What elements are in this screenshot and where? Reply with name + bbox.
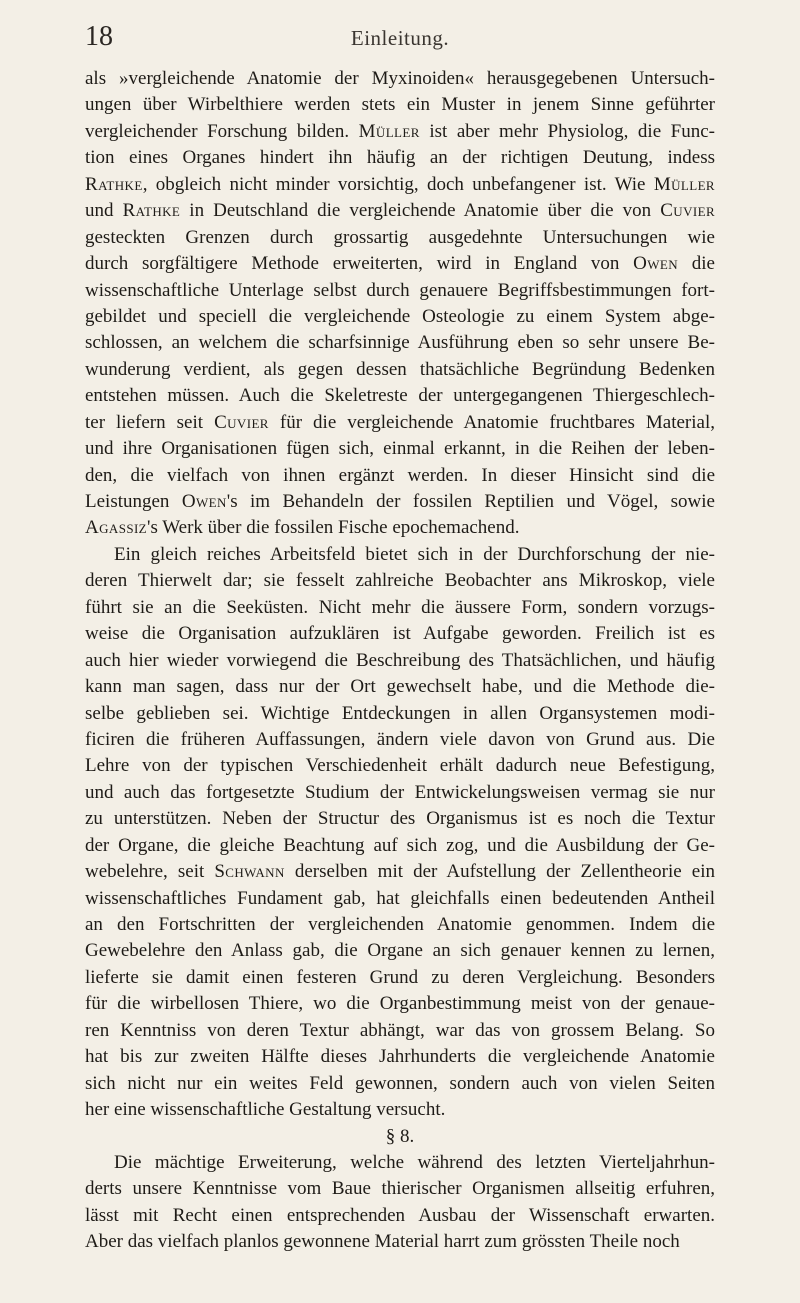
text-segment: der Organe, die gleiche Beachtung auf sich zog, und die Ausbildung der Ge- [85,834,715,856]
text-segment: derts unsere Kenntnisse vom Baue thierischer Organismen allseitig erfuhren, [85,1178,715,1200]
text-line [85,727,715,753]
text-segment: Leistungen [85,491,182,512]
text-segment: Lehre von der typischen Verschiedenheit erhält dadurch neue Befestigung, [85,755,715,777]
text-line [85,251,715,277]
text-segment: § 8. [385,1125,415,1147]
text-segment: wissenschaftliches Fundament gab, hat gleichfalls einen bedeutenden Antheil [85,887,715,909]
text-line [85,1044,715,1070]
text-line [85,304,715,330]
running-head: Einleitung. [350,26,450,50]
text-segment: führt sie an die Seeküsten. Nicht mehr die äussere Form, sondern vorzugs- [85,596,715,618]
text-segment: den, die vielfach von ihnen ergänzt werden. In dieser Hinsicht sind die [85,464,715,486]
text-segment: Aber das vielfach planlos gewonnene Material harrt zum grössten Theile noch [85,1231,680,1253]
author-name: Cuvier [214,411,269,433]
text-segment: zu unterstützen. Neben der Structur des Organismus ist es noch die Textur [85,808,715,830]
text-line [85,463,715,489]
text-segment: entstehen müssen. Auch die Skeletreste der untergegangenen Thiergeschlech- [85,385,715,407]
text-line [85,912,715,938]
text-line [85,436,715,462]
text-line [85,1018,715,1044]
text-line [85,886,715,912]
text-line [85,145,715,171]
text-line [85,701,715,727]
text-segment: selbe geblieben sei. Wichtige Entdeckungen in allen Organsystemen modi- [85,702,715,724]
text-segment: ficiren die früheren Auffassungen, ändern viele davon von Grund aus. Die [85,728,715,750]
text-segment: Die mächtige Erweiterung, welche während des letzten Vierteljahrhun- [114,1151,715,1173]
text-line [85,991,715,1017]
text-line [85,542,715,568]
text-line [85,515,715,541]
text-line [85,119,715,145]
text-line [85,859,715,885]
text-segment: als »vergleichende Anatomie der Myxinoiden« herausgegebenen Untersuch- [85,68,715,89]
text-segment: und ihre Organisationen fügen sich, einmal erkannt, in die Reihen der leben- [85,438,715,460]
text-segment: in Deutschland die vergleichende Anatomie über die von [180,200,661,222]
author-name: Müller [653,173,715,195]
author-name: Owen [181,491,227,512]
text-segment: webelehre, seit [85,861,215,883]
text-line [85,648,715,674]
text-line [85,330,715,356]
text-segment: schlossen, an welchem die scharfsinnige Ausführung eben so sehr unsere Be- [85,332,715,354]
text-segment: 's im Behandeln der fossilen Reptilien und Vögel, sowie [226,491,715,512]
text-segment: Ein gleich reiches Arbeitsfeld bietet sich in der Durchforschung der nie- [114,543,715,565]
author-name: Schwann [214,861,285,883]
text-line [85,225,715,251]
text-line [85,357,715,383]
text-line [85,938,715,964]
text-segment: lieferte sie damit einen festeren Grund zu deren Vergleichung. Besonders [85,966,715,988]
text-line [85,92,715,118]
author-name: Cuvier [660,200,716,222]
body-text [85,66,715,1256]
text-segment: derselben mit der Aufstellung der Zellentheorie ein [284,861,715,883]
text-line [85,172,715,198]
text-segment: für die wirbellosen Thiere, wo die Organbestimmung meist von der genaue- [85,993,715,1015]
text-segment: wissenschaftliche Unterlage selbst durch genauere Begriffsbestimmungen fort- [85,279,715,301]
text-line [85,489,715,515]
text-line [85,753,715,779]
text-line [85,1071,715,1097]
text-line [85,1150,715,1176]
page-number: 18 [85,21,113,52]
text-segment: weise die Organisation aufzuklären ist Aufgabe geworden. Freilich ist es [85,623,715,645]
author-name: Owen [633,253,679,275]
text-line [85,568,715,594]
text-segment: hat bis zur zweiten Hälfte dieses Jahrhunderts die vergleichende Anatomie [85,1046,715,1068]
text-segment: tion eines Organes hindert ihn häufig an der richtigen Deutung, indess [85,147,715,169]
text-line [85,1229,715,1255]
text-segment: und auch das fortgesetzte Studium der Entwickelungsweisen vermag sie nur [85,781,715,803]
text-segment: und [85,200,123,222]
text-line [85,410,715,436]
author-name: Rathke [122,200,181,222]
text-line [85,674,715,700]
text-segment: für die vergleichende Anatomie fruchtbares Material, [268,411,715,433]
text-line [85,1203,715,1229]
text-line [85,806,715,832]
text-segment: kann man sagen, dass nur der Ort gewechselt habe, und die Methode die- [85,676,715,698]
text-segment: , obgleich nicht minder vorsichtig, doch unbefangener ist. Wie [142,173,654,195]
text-segment: gesteckten Grenzen durch grossartig ausgedehnte Untersuchungen wie [85,226,715,248]
text-segment: durch sorgfältigere Methode erweiterten, wird in England von [85,253,634,275]
text-line [85,595,715,621]
text-segment: 's Werk über die fossilen Fische epochemachend. [147,517,520,539]
text-line [85,278,715,304]
text-segment: Gewebelehre den Anlass gab, die Organe an sich genauer kennen zu lernen, [85,940,715,962]
text-segment: lässt mit Recht einen entsprechenden Ausbau der Wissenschaft erwarten. [85,1204,715,1226]
author-name: Müller [358,120,420,142]
text-segment: gebildet und speciell die vergleichende Osteologie zu einem System abge- [85,305,715,327]
text-segment: her eine wissenschaftliche Gestaltung versucht. [85,1099,446,1121]
section-heading [85,1124,715,1150]
text-line [85,965,715,991]
text-segment: die [678,253,715,275]
text-segment: sich nicht nur ein weites Feld gewonnen, sondern auch von vielen Seiten [85,1072,715,1094]
text-segment: deren Thierwelt dar; sie fesselt zahlreiche Beobachter ans Mikroskop, viele [85,570,715,592]
text-segment: wunderung verdient, als gegen dessen thatsächliche Begründung Bedenken [85,358,715,380]
text-line [85,1176,715,1202]
author-name: Rathke [85,173,143,195]
text-segment: ist aber mehr Physiolog, die Func- [419,120,715,142]
text-line [85,66,715,92]
text-segment: vergleichender Forschung bilden. [85,120,359,142]
text-segment: ren Kenntniss von deren Textur abhängt, war das von grossem Belang. So [85,1019,715,1041]
text-segment: ungen über Wirbelthiere werden stets ein Muster in jenem Sinne geführter [85,94,715,116]
author-name: Agassiz [85,517,148,539]
text-segment: ter liefern seit [85,411,215,433]
text-line [85,1097,715,1123]
text-segment: an den Fortschritten der vergleichenden Anatomie genommen. Indem die [85,914,715,935]
text-line [85,621,715,647]
text-line [85,383,715,409]
text-line [85,198,715,224]
text-line [85,780,715,806]
text-line [85,833,715,859]
page-header [85,22,715,52]
text-segment: auch hier wieder vorwiegend die Beschreibung des Thatsächlichen, und häufig [85,649,715,671]
